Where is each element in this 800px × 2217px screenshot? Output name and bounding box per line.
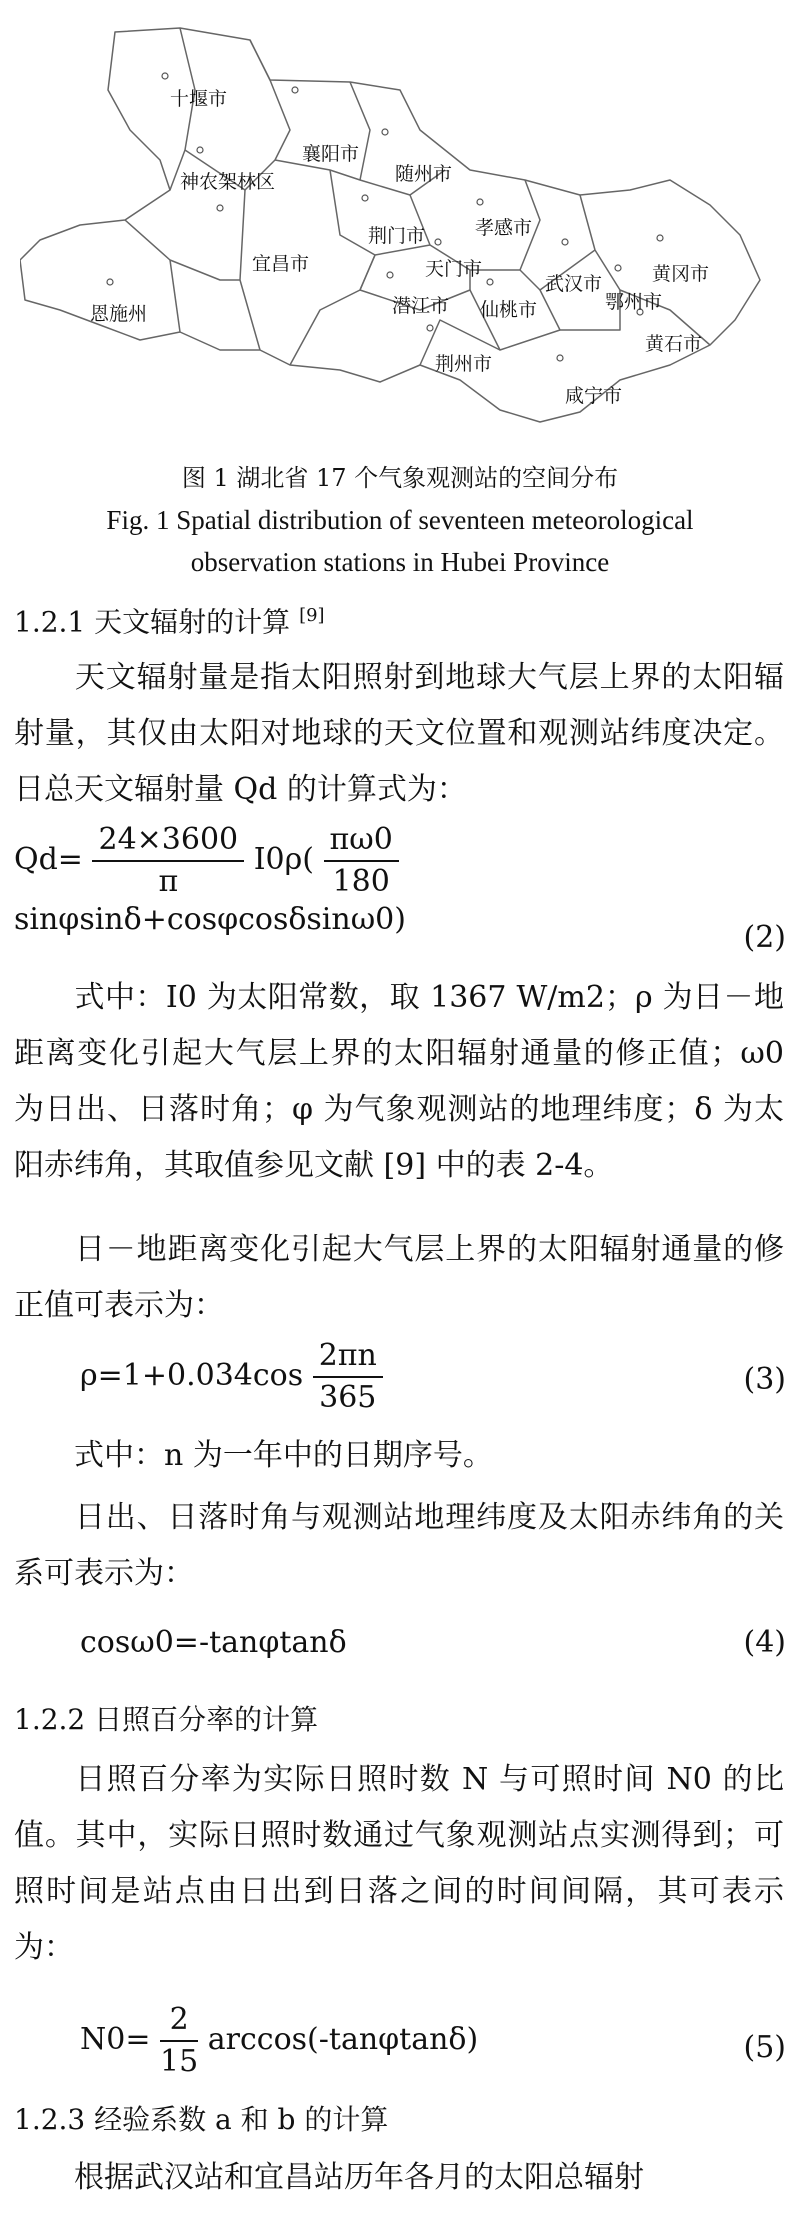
city-label-shiyan: 十堰市 [170,88,228,110]
paragraph-121-5-text: 日出、日落时角与观测站地理纬度及太阳赤纬角的关系可表示为： [14,1500,784,1591]
eq3-frac-den: 365 [319,1380,377,1415]
figure-caption-en-line2: observation stations in Hubei Province [190,547,610,577]
eq5-fraction [160,2000,198,2082]
eq2-frac1-den: π [158,864,179,899]
eq5-frac-num: 2 [160,2000,198,2042]
eq2-frac2-num: πω0 [324,820,399,862]
station-dot-suizhou [382,129,388,135]
city-label-huangshi: 黄石市 [645,333,703,355]
paragraph-121-4-text: 式中：n 为一年中的日期序号。 [74,1438,493,1473]
eq2-fraction-1 [92,820,244,902]
section-heading-123: 1.2.3 经验系数 a 和 b 的计算 [14,2103,389,2136]
eq2-lhs: Qd= [14,842,83,877]
equation-4 [80,1625,680,1660]
equation-4-number: (4) [743,1625,786,1660]
city-label-shennongjia: 神农架林区 [180,171,276,193]
city-label-tianmen: 天门市 [425,258,483,280]
eq3-fraction [313,1336,383,1418]
station-dot-xiangyang [292,87,298,93]
equation-5-number: (5) [743,2030,786,2065]
station-dot-huanggang [657,235,663,241]
paragraph-121-5 [14,1490,784,1602]
eq2-rhs: sinφsinδ+cosφcosδsinω0) [14,902,406,937]
paragraph-122-1 [14,1752,784,1976]
eq2-mid: I0ρ( [253,842,314,877]
city-label-jingzhou: 荆州市 [435,353,493,375]
equation-3 [80,1336,780,1418]
station-dot-ezhou [615,265,621,271]
paragraph-122-1-text: 日照百分率为实际日照时数 N 与可照时间 N0 的比值。其中，实际日照时数通过气象观测站点实测得到；可照时间是站点由日出到日落之间的时间间隔，其可表示为： [14,1762,784,1965]
figure-caption-en-line1: Fig. 1 Spatial distribution of seventeen meteorological [106,505,694,535]
figure-caption-cn: 图 1 湖北省 17 个气象观测站的空间分布 [181,464,619,492]
city-label-huanggang: 黄冈市 [652,263,710,285]
city-label-suizhou: 随州市 [395,163,453,185]
city-label-xiantao: 仙桃市 [480,299,538,321]
city-label-enshi: 恩施州 [90,303,148,325]
paragraph-121-3 [14,1222,784,1334]
hubei-station-map [20,20,780,435]
station-dot-yichang [217,205,223,211]
eq3-frac-num: 2πn [313,1336,383,1378]
section-heading-121 [14,596,325,642]
equation-3-number: (3) [743,1362,786,1397]
city-label-qianjiang: 潜江市 [392,295,450,317]
eq4-text: cosω0=-tanφtanδ [80,1625,347,1660]
paragraph-121-4 [14,1428,784,1484]
city-label-wuhan: 武汉市 [545,273,603,295]
equation-5 [80,2000,680,2082]
paragraph-123-1 [14,2150,784,2206]
paragraph-121-2-text: 式中：I0 为太阳常数，取 1367 W/m2；ρ 为日－地距离变化引起大气层上界的太阳辐射通量的修正值；ω0 为日出、日落时角；φ 为气象观测站的地理纬度；δ 为太阳赤纬角，其取值参见文献 [9] 中的表 2-4。 [14,980,784,1183]
station-dot-wuhan [562,239,568,245]
station-dot-shennongjia [197,147,203,153]
section-heading-122: 1.2.2 日照百分率的计算 [14,1703,319,1736]
city-label-yichang: 宜昌市 [252,253,310,275]
paragraph-123-1-text: 根据武汉站和宜昌站历年各月的太阳总辐射 [74,2160,644,2195]
station-dot-shiyan [162,73,168,79]
station-dot-xianning [557,355,563,361]
paragraph-121-1-text: 天文辐射量是指太阳照射到地球大气层上界的太阳辐射量，其仅由太阳对地球的天文位置和观测站纬度决定。日总天文辐射量 Qd 的计算式为： [14,660,784,807]
station-dot-tianmen [435,239,441,245]
city-label-xiaogan: 孝感市 [475,217,533,239]
equation-2 [14,820,786,937]
station-dot-xiantao [487,279,493,285]
paragraph-121-3-text: 日－地距离变化引起大气层上界的太阳辐射通量的修正值可表示为： [14,1232,784,1323]
heading-121-ref: [9] [299,605,325,626]
city-label-xianning: 咸宁市 [565,385,623,407]
eq5-frac-den: 15 [160,2044,199,2079]
city-label-xiangyang: 襄阳市 [302,143,360,165]
city-label-ezhou: 鄂州市 [605,291,663,313]
station-dot-qianjiang [387,272,393,278]
eq3-lhs: ρ=1+0.034cos [80,1358,304,1393]
eq2-frac2-den: 180 [332,864,390,899]
paragraph-121-1 [14,650,784,818]
eq2-frac1-num: 24×3600 [92,820,244,862]
eq5-lhs: N0= [80,2022,151,2057]
paragraph-121-2 [14,970,784,1194]
station-dot-jingzhou [427,325,433,331]
eq5-rhs: arccos(-tanφtanδ) [207,2022,479,2057]
equation-2-number: (2) [743,920,786,955]
station-dot-enshi [107,279,113,285]
station-dot-jingmen [362,195,368,201]
city-label-jingmen: 荆门市 [368,225,426,247]
heading-121-text: 1.2.1 天文辐射的计算 [14,605,291,639]
eq2-fraction-2 [324,820,399,902]
map-svg [20,20,780,435]
station-dot-xiaogan [477,199,483,205]
